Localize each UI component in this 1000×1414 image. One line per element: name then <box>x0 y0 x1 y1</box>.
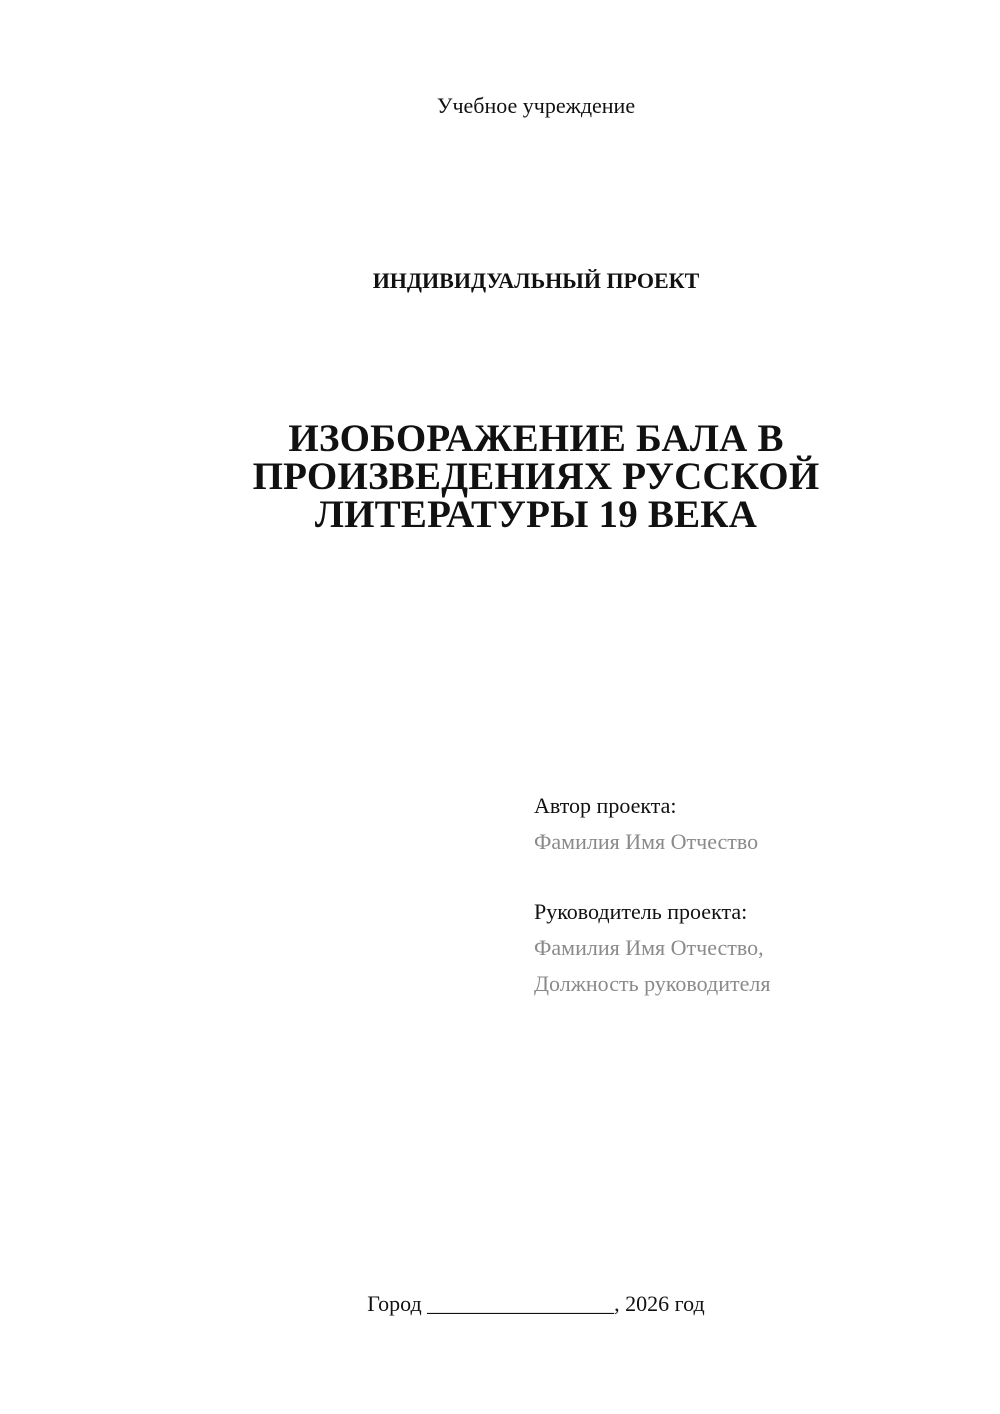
author-label: Автор проекта: <box>534 793 677 818</box>
author-name: Фамилия Имя Отчество <box>534 829 759 854</box>
project-title <box>236 417 836 536</box>
project-title-line: ИЗОБОРАЖЕНИЕ БАЛА В <box>288 417 784 460</box>
project-type-heading: ИНДИВИДУАЛЬНЫЙ ПРОЕКТ <box>372 268 700 293</box>
supervisor-label: Руководитель проекта: <box>534 899 748 924</box>
project-title-line: ЛИТЕРАТУРЫ 19 ВЕКА <box>314 493 758 536</box>
city-year-line: Город _________________, 2026 год <box>367 1291 705 1316</box>
institution-name: Учебное учреждение <box>436 93 636 118</box>
project-credits <box>534 788 974 1002</box>
supervisor-position: Должность руководителя <box>534 971 771 996</box>
supervisor-name: Фамилия Имя Отчество, <box>534 935 764 960</box>
spacer <box>534 860 974 894</box>
project-title-line: ПРОИЗВЕДЕНИЯХ РУССКОЙ <box>252 455 820 498</box>
